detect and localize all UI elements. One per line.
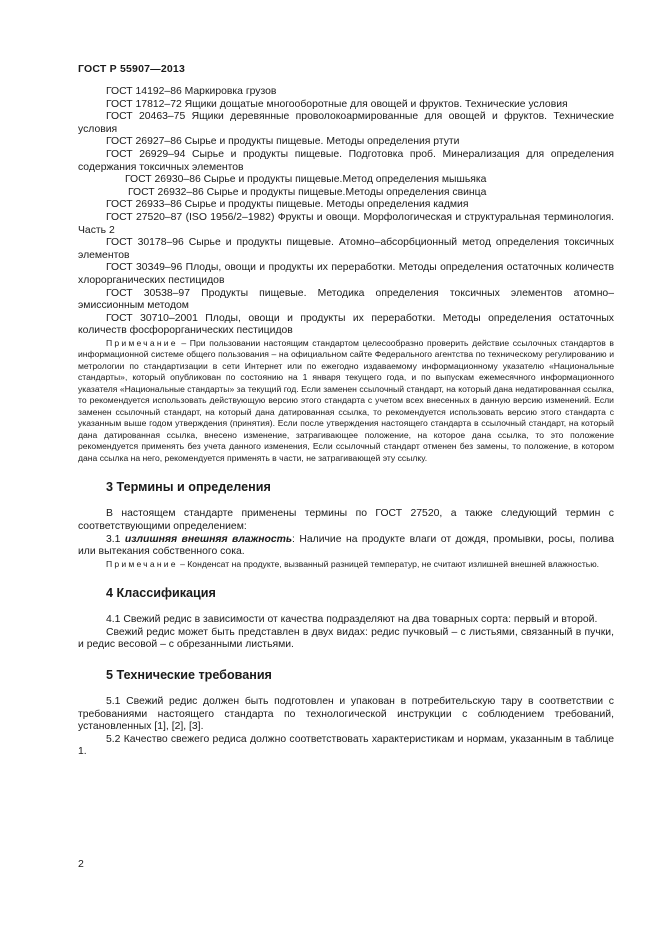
ref-item: ГОСТ 20463–75 Ящики деревянные проволокоармированные для овощей и фруктов. Технические условия (78, 111, 614, 135)
section-4-paragraph: Свежий редис может быть представлен в двух видах: редис пучковый – с листьями, связанный в пучки, и редис весовой – с обрезанными листьями. (78, 626, 614, 651)
page-header: ГОСТ Р 55907—2013 (78, 63, 186, 75)
section-5-title: 5 Технические требования (106, 668, 272, 683)
ref-item: ГОСТ 26932–86 Сырье и продукты пищевые.Методы определения свинца (128, 186, 487, 198)
term-name: излишняя внешняя влажность (124, 533, 293, 545)
ref-item: ГОСТ 14192–86 Маркировка грузов (106, 86, 277, 97)
section-3-paragraph: В настоящем стандарте применены термины по ГОСТ 27520, а также следующий термин с соответствующими определением: (78, 508, 614, 532)
page-number: 2 (78, 858, 84, 870)
ref-item: ГОСТ 17812–72 Ящики дощатые многооборотные для овощей и фруктов. Технические условия (106, 98, 568, 110)
section-3-title: 3 Термины и определения (106, 480, 271, 495)
section-5-paragraph: 5.2 Качество свежего редиса должно соответствовать характеристикам и нормам, указанным в таблице 1. (78, 733, 614, 758)
section-4-paragraph: 4.1 Свежий редис в зависимости от качества подразделяют на два товарных сорта: первый и второй. (106, 614, 598, 626)
ref-item: ГОСТ 30538–97 Продукты пищевые. Методика определения токсичных элементов атомно–эмиссионным методом (78, 287, 614, 312)
note-text: – При пользовании настоящим стандартом целесообразно проверить действие ссылочных стандартов в информационной системе общего пользования – на официальном сайте Федерального агентства по техническому регулированию и метрологии по стандартизации в сети Интернет или по ежегодно издаваемому информационному указателю «Национальные стандарты», который опубликован по состоянию на 1 января текущего года, и по выпускам ежемесячного информационного указателя «Национальные стандарты» за текущий год. Если заменен ссылочный стандарт, на который дана недатированная ссылка, то рекомендуется использовать действующую версию этого стандарта с учетом всех внесенных в данную версию изменений. Если заменен ссылочный стандарт, на который дана датированная ссылка, то рекомендуется использовать версию этого стандарта с указанным выше годом утверждения (принятия). Если после утверждения настоящего стандарта в ссылочный стандарт, на который дана датированная ссылка, внесено изменение, затрагивающее положение, на которое дана ссылка, то это положение рекомендуется применять без учета данного изменения, Если ссылочный стандарт отменен без замены, то положение, в котором дана ссылка на него, рекомендуется применять в части, не затрагивающей эту ссылку. (78, 337, 614, 463)
ref-item: ГОСТ 27520–87 (ISO 1956/2–1982) Фрукты и овощи. Морфологическая и структуральная терминология. Часть 2 (78, 211, 614, 236)
note-label: Примечание (106, 337, 178, 348)
ref-item: ГОСТ 30349–96 Плоды, овощи и продукты их переработки. Методы определения остаточных количеств хлорорганических пестицидов (78, 262, 614, 286)
ref-item: ГОСТ 26927–86 Сырье и продукты пищевые. Методы определения ртути (106, 136, 460, 148)
ref-item: ГОСТ 26933–86 Сырье и продукты пищевые. Методы определения кадмия (106, 199, 469, 211)
ref-item: ГОСТ 30710–2001 Плоды, овощи и продукты их переработки. Методы определения остаточных количеств фосфорорганических пестицидов (78, 312, 614, 337)
note-term (78, 559, 614, 571)
term-number: 3.1 (106, 533, 125, 545)
ref-item: ГОСТ 26930–86 Сырье и продукты пищевые.Метод определения мышьяка (125, 174, 487, 186)
note-text: – Конденсат на продукте, вызванный разницей температур, не считают излишней внешней влажностью. (177, 558, 600, 569)
document-body (78, 86, 614, 759)
ref-item: ГОСТ 30178–96 Сырье и продукты пищевые. Атомно–абсорбционный метод определения токсичных элементов (78, 237, 614, 261)
term-definition (78, 534, 614, 559)
note-references (78, 338, 614, 465)
ref-item: ГОСТ 26929–94 Сырье и продукты пищевые. Подготовка проб. Минерализация для определения содержания токсичных элементов (78, 148, 614, 173)
note-label: Примечание (106, 558, 178, 569)
section-4-title: 4 Классификация (106, 586, 216, 601)
term-text: : Наличие на продукте влаги от дождя, промывки, росы, полива или вытекания собственного сока. (78, 533, 614, 558)
section-5-paragraph: 5.1 Свежий редис должен быть подготовлен и упакован в потребительскую тару в соответствии с требованиями настоящего стандарта по технологической инструкции с соблюдением требований, установленных [1], [2], [3]. (78, 696, 614, 733)
